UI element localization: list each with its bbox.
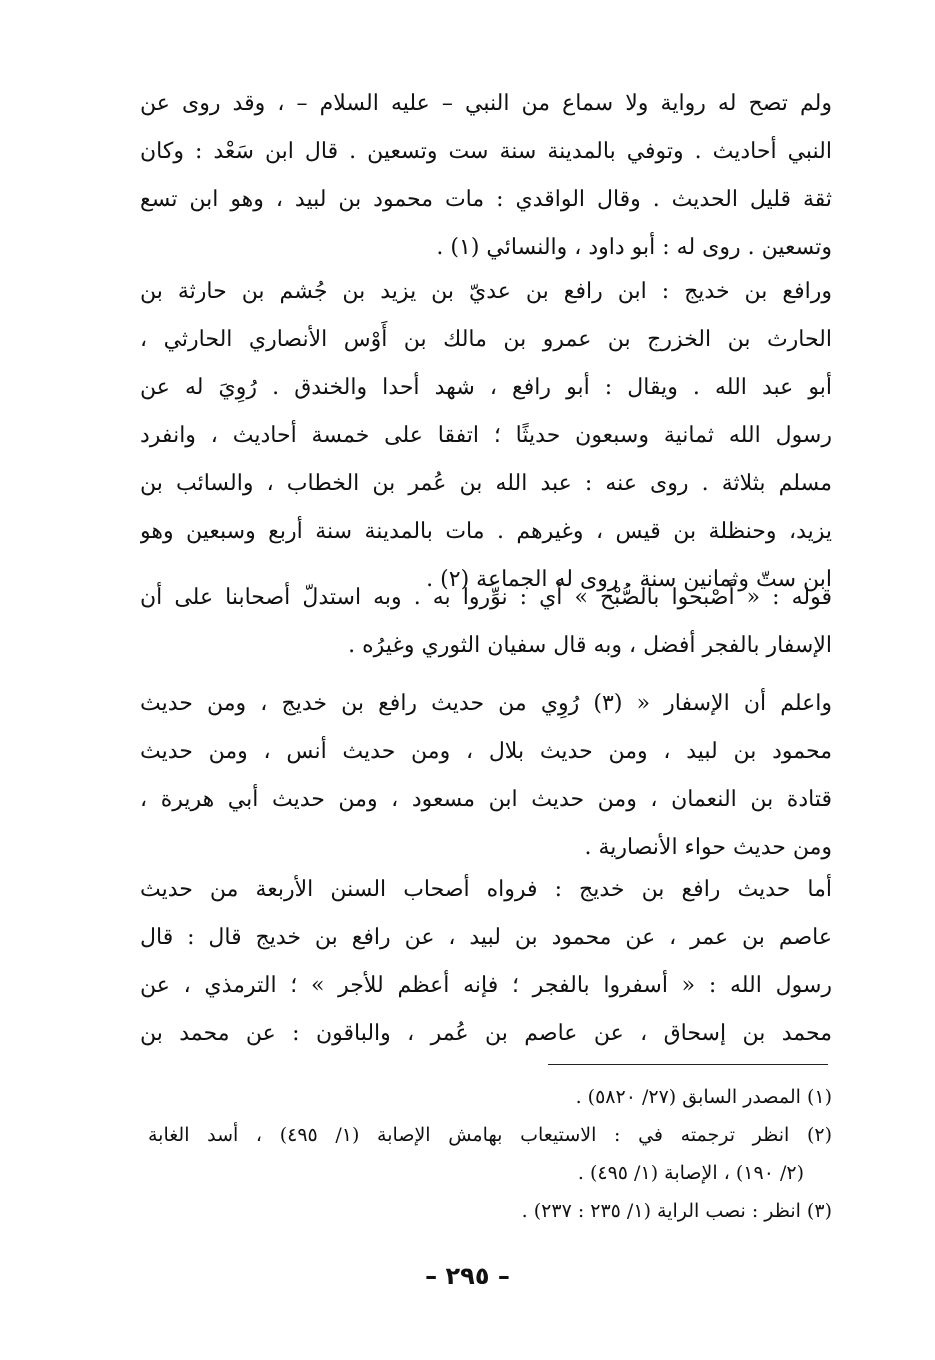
- paragraph-rafi-bin-khadij: [140, 268, 832, 604]
- text-line: قتادة بن النعمان ، ومن حديث ابن مسعود ، ومن حديث أبي هريرة ،: [140, 787, 832, 812]
- footnote-divider: [548, 1064, 828, 1065]
- footnote-2: (٢) انظر ترجمته في : الاستيعاب بهامش الإصابة (١/ ٤٩٥) ، أسد الغابة: [148, 1124, 832, 1146]
- text-line: رسول الله ثمانية وسبعون حديثًا ؛ اتفقا على خمسة أحاديث ، وانفرد: [140, 423, 832, 448]
- text-line: أما حديث رافع بن خديج : فرواه أصحاب السنن الأربعة من حديث: [140, 877, 832, 902]
- text-line: محمود بن لبيد ، ومن حديث بلال ، ومن حديث أنس ، ومن حديث: [140, 739, 832, 764]
- text-line: يزيد، وحنظلة بن قيس ، وغيرهم . مات بالمدينة سنة أربع وسبعين وهو: [140, 519, 832, 544]
- text-line: وتسعين . روى له : أبو داود ، والنسائي (١) .: [436, 235, 832, 260]
- text-line: ثقة قليل الحديث . وقال الواقدي : مات محمود بن لبيد ، وهو ابن تسع: [140, 187, 832, 212]
- footnote-3: (٣) انظر : نصب الراية (١/ ٢٣٥ : ٢٣٧) .: [521, 1200, 832, 1222]
- page-number: – ٢٩٥ –: [425, 1262, 510, 1290]
- text-line: قوله : « أَصْبحوا بالصُّبْح » أي : نوِّروا به . وبه استدلّ أصحابنا على أن: [140, 585, 832, 610]
- paragraph-mahmoud-bin-labid: [140, 80, 832, 272]
- text-line: الحارث بن الخزرج بن عمرو بن مالك بن أَوْس الأنصاري الحارثي ،: [140, 327, 832, 352]
- text-line: ومن حديث حواء الأنصارية .: [584, 835, 832, 860]
- paragraph-qawluhu: [140, 574, 832, 670]
- paragraph-isfar: [140, 680, 832, 872]
- text-line: واعلم أن الإسفار « (٣) رُوِي من حديث رافع بن خديج ، ومن حديث: [140, 691, 832, 716]
- text-line: ولم تصح له رواية ولا سماع من النبي – عليه السلام – ، وقد روى عن: [140, 91, 832, 116]
- paragraph-hadith-rafi: [140, 866, 832, 1058]
- text-line: أبو عبد الله . ويقال : أبو رافع ، شهد أحدا والخندق . رُوِيَ له عن: [140, 375, 832, 400]
- footnote-2-continued: (٢/ ١٩٠) ، الإصابة (١/ ٤٩٥) .: [577, 1162, 804, 1184]
- text-line: ورافع بن خديج : ابن رافع بن عديّ بن يزيد بن جُشم بن حارثة بن: [140, 279, 832, 304]
- text-line: الإسفار بالفجر أفضل ، وبه قال سفيان الثوري وغيرُه .: [348, 633, 832, 658]
- text-line: النبي أحاديث . وتوفي بالمدينة سنة ست وتسعين . قال ابن سَعْد : وكان: [140, 139, 832, 164]
- text-line: ابن ستّ وثمانين سنة . روى له الجماعة (٢) .: [426, 567, 832, 592]
- text-line: محمد بن إسحاق ، عن عاصم بن عُمر ، والباقون : عن محمد بن: [140, 1021, 832, 1046]
- footnotes: [148, 1078, 832, 1230]
- text-line: عاصم بن عمر ، عن محمود بن لبيد ، عن رافع بن خديج قال : قال: [140, 925, 832, 950]
- text-line: رسول الله : « أسفروا بالفجر ؛ فإنه أعظم للأجر » ؛ الترمذي ، عن: [140, 973, 832, 998]
- text-line: مسلم بثلاثة . روى عنه : عبد الله بن عُمر بن الخطاب ، والسائب بن: [140, 471, 832, 496]
- footnote-1: (١) المصدر السابق (٢٧/ ٥٨٢٠) .: [575, 1086, 832, 1108]
